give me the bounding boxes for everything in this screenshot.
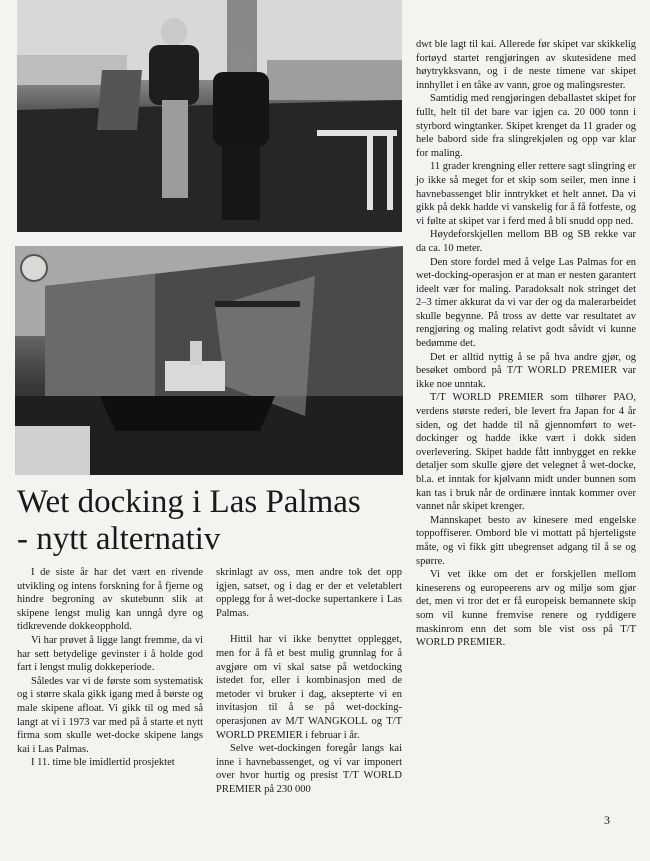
paragraph: Således var vi de første som systematisk og i større skala gikk igang med å børste og male skipene afloat. Vi gikk til og med så langt at vi i 1973 var med på å starte et nytt firma som skulle wet-docke skipene langs kai i Las Palmas. (17, 675, 203, 755)
binder-hole (20, 254, 48, 282)
paragraph: Hittil har vi ikke benyttet opplegget, men for å få et best mulig grunnlag for å avgjøre om vi skal satse på wetdocking istedet for, eller i kombinasjon med de metoder vi bruker i dag, aksepterte vi en invitasjon til å se på wet-docking-operasjonen av M/T WANGKOLL og T/T WORLD PREMIER i februar i år. (216, 634, 402, 741)
paragraph: I de siste år har det vært en rivende utvikling og intens forskning for å fjerne og hindre begroning av skutebunn slik at skipene lengst mulig kan unngå dyre og tidkrevende dokkeopphold. (17, 567, 203, 633)
paragraph: Mannskapet besto av kinesere med engelske toppoffiserer. Ombord ble vi mottatt på hjerteligste måte, og vi fikk gitt ubegrenset adgang til å se og spørre. (416, 514, 636, 567)
photo-tugboat-tanker (15, 246, 403, 475)
headline-line-2: - nytt alternativ (17, 521, 221, 557)
paragraph: 11 grader krengning eller rettere sagt slingring er jo ikke så meget for et skip som seiler, men inne i havnebassenget blir inntrykket et helt annet. Da vi gikk på dekk hadde vi vanskelig for å få fotfeste, og vi følte at skipet var i ferd med å bli snudd opp ned. (416, 161, 636, 227)
paragraph: T/T WORLD PREMIER som tilhører PAO, verdens største rederi, ble levert fra Japan for 4 år siden, og det hadde til nå gjennomført to wet-dockinger og hadde ikke vært i dokk siden overlevering. Skipet hadde fått innbygget en rekke detaljer som skulle gjøre det velegnet å wet-docke, bl.a. et inntak for kjølvann midt under bunnen som kan tas i bruk når de ordinære inntak kommer over vannet når skipet krenger. (416, 392, 636, 513)
paragraph: I 11. time ble imidlertid prosjektet (31, 757, 175, 769)
paragraph: Samtidig med rengjøringen deballastet skipet for fullt, helt til det bare var igjen ca. 20 000 tonn i styrbord wingtanker. Skipet krenget da 11 grader og hele babord side fra slingrekjølen og opp var klar for maling. (416, 93, 636, 159)
paragraph: Vi har prøvet å ligge langt fremme, da vi har sett betydelige gevinster i å holde god fart i lengst mulig dokkeperiode. (17, 634, 203, 674)
paragraph: skrinlagt av oss, men andre tok det opp igjen, satset, og i dag er der et veletablert opplegg for å wet-docke supertankere i Las Palmas. (216, 567, 402, 619)
article-column-left (17, 566, 203, 770)
paragraph: Vi vet ikke om det er forskjellen mellom kineserens og europeerens arv og miljø som gjør det, men vi tror det er få europeisk bemannete skip som vil kunne fremvise renere og ryddigere maskinrom enn det som ble vist oss på T/T WORLD PREMIER. (416, 569, 636, 649)
photo-deck-men (17, 0, 402, 232)
headline-line-1: Wet docking i Las Palmas (17, 484, 361, 520)
paragraph: Den store fordel med å velge Las Palmas for en wet-docking-operasjon er at man er nesten garantert ideelt vær for maling. Paradoksalt nok stringet det 2–3 timer akkurat da vi var der og da malerarbeidet skulle begynne. På tross av dette var resultatet av rengjøring og maling relativt godt såvidt vi kunne bedømme det. (416, 256, 636, 350)
paragraph: Selve wet-dockingen foregår langs kai inne i havnebassenget, og vi var imponert over hvor hurtig og presist T/T WORLD PREMIER på 230 000 (216, 743, 402, 795)
paragraph: Det er alltid nyttig å se på hva andre gjør, og besøket ombord på T/T WORLD PREMIER var ikke noe unntak. (416, 351, 636, 390)
paragraph: dwt ble lagt til kai. Allerede før skipet var skikkelig fortøyd startet rengjøringen av skutesidene med høytrykksvann, og i de neste timene var skipet innhyllet i en tåke av vann, groe og malingsrester. (416, 39, 636, 91)
article-column-right (416, 38, 636, 650)
paragraph: Høydeforskjellen mellom BB og SB rekke var da ca. 10 meter. (416, 229, 636, 254)
article-column-middle (216, 566, 402, 797)
page-number: 3 (604, 813, 610, 827)
